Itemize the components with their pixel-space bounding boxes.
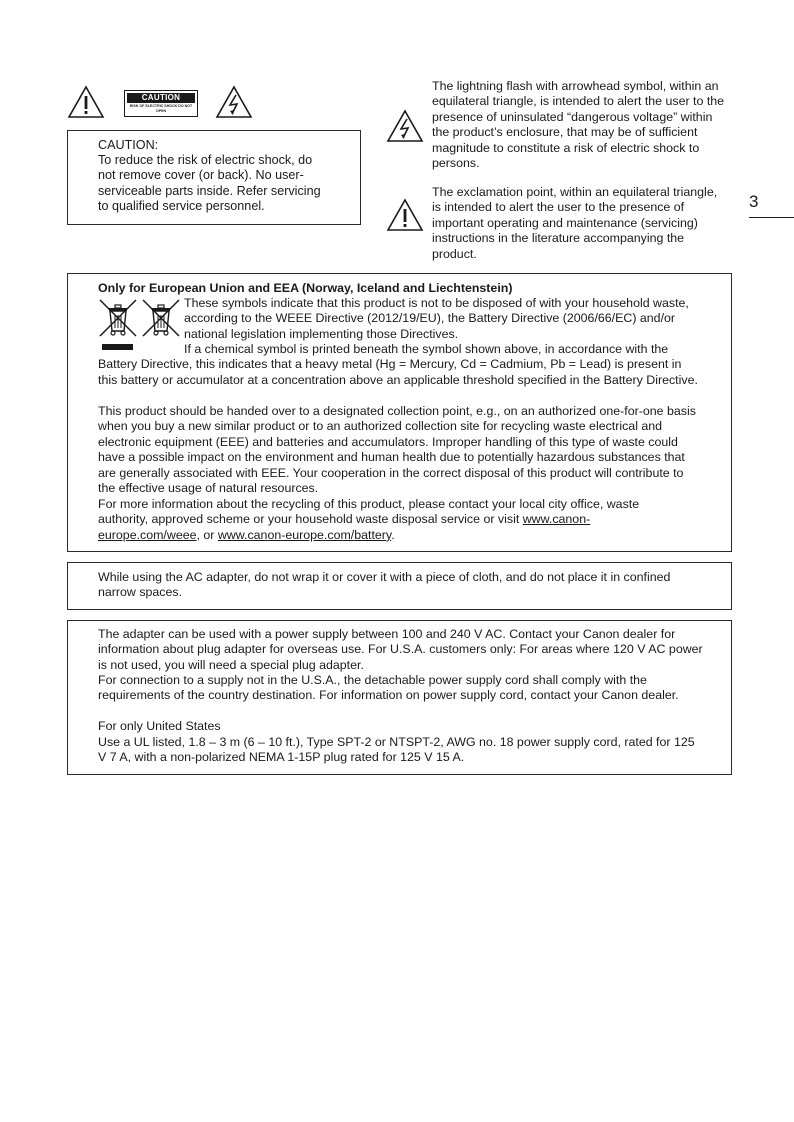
ac-adapter-text: While using the AC adapter, do not wrap it or cover it with a piece of cloth, and do not place it in confined narrow spaces.	[98, 570, 671, 600]
battery-link[interactable]: www.canon-europe.com/battery	[217, 527, 392, 542]
eu-box-p1: These symbols indicate that this product is not to be disposed of with your household waste, according to the WEEE Directive (2012/19/EU), the Battery Directive (2006/66/EC) and/or national legislation implementing those Directives.	[184, 296, 689, 341]
eu-box-p2	[98, 342, 699, 388]
ac-adapter-box	[67, 562, 732, 610]
power-p3-title: For only United States	[98, 719, 221, 733]
caution-label-sub: RISK OF ELECTRIC SHOCK DO NOT OPEN	[129, 104, 193, 113]
exclamation-triangle-icon	[386, 198, 424, 232]
power-supply-box	[67, 620, 732, 775]
p4-end: .	[391, 527, 395, 542]
eu-box-p2-text: If a chemical symbol is printed beneath the symbol shown above, in accordance with the Battery Directive, this indicates that a heavy metal (Hg = Mercury, Cd = Cadmium, Pb = Lead) is present in this battery or accumulator at a concentration above an applicable threshold specified in the Battery Directive.	[98, 342, 698, 387]
caution-box	[67, 130, 361, 225]
eu-box-title: Only for European Union and EEA (Norway, Iceland and Liechtenstein)	[98, 281, 513, 295]
caution-box-title: CAUTION:	[98, 138, 159, 152]
crossed-bin-icon	[141, 298, 181, 338]
power-p2: For connection to a supply not in the U.S.A., the detachable power supply cord shall comply with the requirements of the country destination. For information on power supply cord, contact your Canon dealer.	[98, 673, 679, 703]
lightning-symbol-note: The lightning flash with arrowhead symbol, within an equilateral triangle, is intended to alert the user to the presence of uninsulated “dangerous voltage” within the product’s enclosure, that may be of sufficient magnitude to constitute a risk of electric shock to persons.	[432, 79, 725, 171]
weee-link[interactable]: www.canon-europe.com/weee	[98, 512, 591, 542]
caution-label	[124, 90, 198, 117]
eu-disposal-box	[67, 273, 732, 552]
eu-box-p4-text: For more information about the recycling of this product, please contact your local city office, waste authority, approved scheme or your household waste disposal service or visit	[98, 497, 640, 527]
eu-box-p4	[98, 497, 688, 543]
page-number-rule	[749, 217, 794, 218]
power-p1: The adapter can be used with a power supply between 100 and 240 V AC. Contact your Canon dealer for information about plug adapter for overseas use. For U.S.A. customers only: For areas where 120 V AC power is not used, you will need a special plug adapter.	[98, 627, 703, 672]
crossed-bin-icon	[98, 298, 138, 338]
caution-box-body: To reduce the risk of electric shock, do not remove cover (or back). No user-serviceable parts inside. Refer servicing to qualified service personnel.	[98, 153, 321, 214]
page-number: 3	[749, 192, 759, 211]
caution-label-header: CAUTION	[127, 93, 195, 103]
exclamation-symbol-note: The exclamation point, within an equilateral triangle, is intended to alert the user to the presence of important operating and maintenance (servicing) instructions in the literature accompanying the product.	[432, 185, 718, 261]
lightning-triangle-icon	[215, 85, 253, 119]
power-p3: Use a UL listed, 1.8 – 3 m (6 – 10 ft.), Type SPT-2 or NTSPT-2, AWG no. 18 power supply cord, rated for 125 V 7 A, with a non-polarized NEMA 1-15P plug rated for 125 V 15 A.	[98, 735, 695, 765]
eu-box-p3: This product should be handed over to a designated collection point, e.g., on an authorized one-for-one basis when you buy a new similar product or to an authorized collection site for recycling waste electrical and electronic equipment (EEE) and batteries and accumulators. Improper handling of this type of waste could have a possible impact on the environment and human health due to potentially hazardous substances that are generally associated with EEE. Your cooperation in the correct disposal of this product will contribute to the effective usage of natural resources.	[98, 404, 696, 496]
lightning-triangle-icon	[386, 109, 424, 143]
exclamation-triangle-icon	[67, 85, 105, 119]
link-separator: , or	[196, 527, 218, 542]
